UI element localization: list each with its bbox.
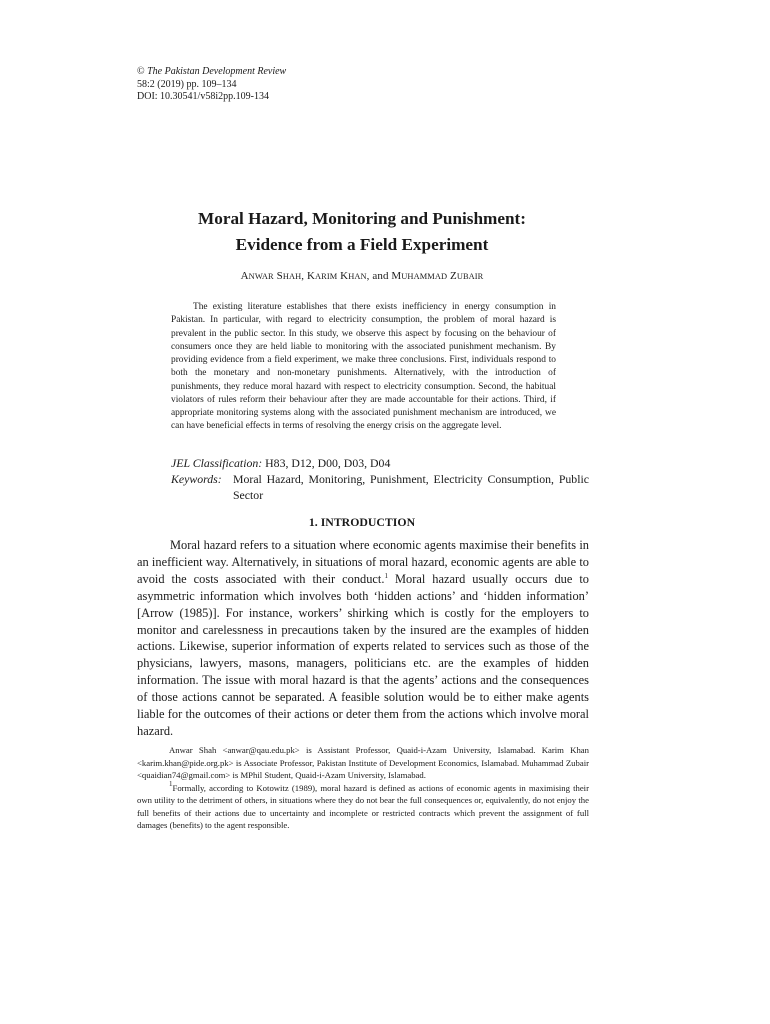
introduction-paragraph: Moral hazard refers to a situation where economic agents maximise their benefits in an inefficient way. Alternatively, in situations of moral hazard, economic agents are able to avoid the costs associated with their conduct.$^1$ Moral hazard usually occurs due to asymmetric information which involves both ‘hidden actions’ and ‘hidden information’ [Arrow (1985)]. For instance, workers’ shirking which is costly for the employers to monitor and carelessness in precautions taken by the insured are the examples of hidden actions. Likewise, superior information of experts related to services such as those of the physicians, lawyers, masons, managers, politicians etc. are the examples of hidden information. The issue with moral hazard is that the agents’ actions and the consequences of those actions cannot be separated. A feasible solution would be to either make agents liable for the outcomes of their actions or deter them from the actions which involve moral hazard. bbox=[137, 538, 589, 738]
keywords-label: Keywords: bbox=[171, 472, 222, 486]
journal-doi: DOI: 10.30541/v58i2pp.109-134 bbox=[137, 91, 269, 102]
footnotes bbox=[137, 744, 589, 832]
jel-classification bbox=[171, 455, 589, 471]
journal-name: The Pakistan Development Review bbox=[147, 66, 287, 77]
footnote-1-mark: 1 bbox=[169, 779, 173, 788]
author-affiliation-note: Anwar Shah <anwar@qau.edu.pk> is Assistant Professor, Quaid-i-Azam University, Islamabad. Karim Khan <karim.khan@pide.org.pk> is Associate Professor, Pakistan Institute of Development Economics, Islamabad. Muhammad Zubair <quaidian74@gmail.com> is MPhil Student, Quaid-i-Azam University, Islamabad. bbox=[137, 745, 589, 780]
journal-info bbox=[137, 66, 286, 104]
author-conjunction: , and bbox=[366, 270, 392, 282]
author-3: MUHAMMAD ZUBAIR bbox=[391, 270, 484, 282]
footnote-1 bbox=[137, 779, 589, 832]
author-1: ANWAR SHAH bbox=[240, 270, 302, 282]
abstract bbox=[171, 301, 556, 434]
abstract-text: The existing literature establishes that there exists inefficiency in energy consumption in Pakistan. In particular, with regard to electricity consumption, the problem of moral hazard is prevalent in the public sector. In this study, we observe this aspect by focusing on the behaviour of consumers once they are held liable to monitoring with the associated punishment mechanism. By providing evidence from a field experiment, we make three conclusions. First, individuals respond to both the monetary and non-monetary punishments. Alternatively, with the introduction of punishments, they reduce moral hazard with respect to electricity consumption. Second, the habitual violators of rules reform their behaviour after they are made accountable for their actions. Third, if appropriate monitoring systems along with the associated punishment mechanism are introduced, we can have beneficial effects in terms of resolving the energy crisis on the aggregate level. bbox=[171, 302, 556, 432]
title-line-1: Moral Hazard, Monitoring and Punishment: bbox=[198, 209, 526, 228]
keywords-text: Moral Hazard, Monitoring, Punishment, Electricity Consumption, Public Sector bbox=[233, 472, 589, 502]
jel-label: JEL Classification: bbox=[171, 456, 263, 470]
title-line-2: Evidence from a Field Experiment bbox=[235, 235, 489, 254]
journal-name-line bbox=[137, 66, 286, 79]
introduction-body bbox=[137, 537, 589, 740]
footnote-1-text: Formally, according to Kotowitz (1989), moral hazard is defined as actions of economic agents in maximising their own utility to the detriment of others, in situations where they do not bear the full consequences or, equivalently, do not enjoy the full benefits of their actions due to uncertainty and incomplete or restricted contracts which prevent the assignment of full damages (benefits) to the agent responsible. bbox=[137, 782, 589, 830]
author-2: KARIM KHAN bbox=[306, 270, 367, 282]
jel-codes: H83, D12, D00, D03, D04 bbox=[262, 456, 391, 470]
journal-volume: 58:2 (2019) pp. 109–134 bbox=[137, 78, 237, 90]
section-heading: 1. INTRODUCTION bbox=[308, 515, 416, 529]
copyright-symbol: © bbox=[137, 66, 148, 77]
footnote-ref-1[interactable]: 1 bbox=[384, 571, 388, 580]
paper-title bbox=[100, 206, 624, 258]
author-list: ANWAR SHAH, KARIM KHAN, and MUHAMMAD ZUBAIR bbox=[240, 270, 484, 282]
